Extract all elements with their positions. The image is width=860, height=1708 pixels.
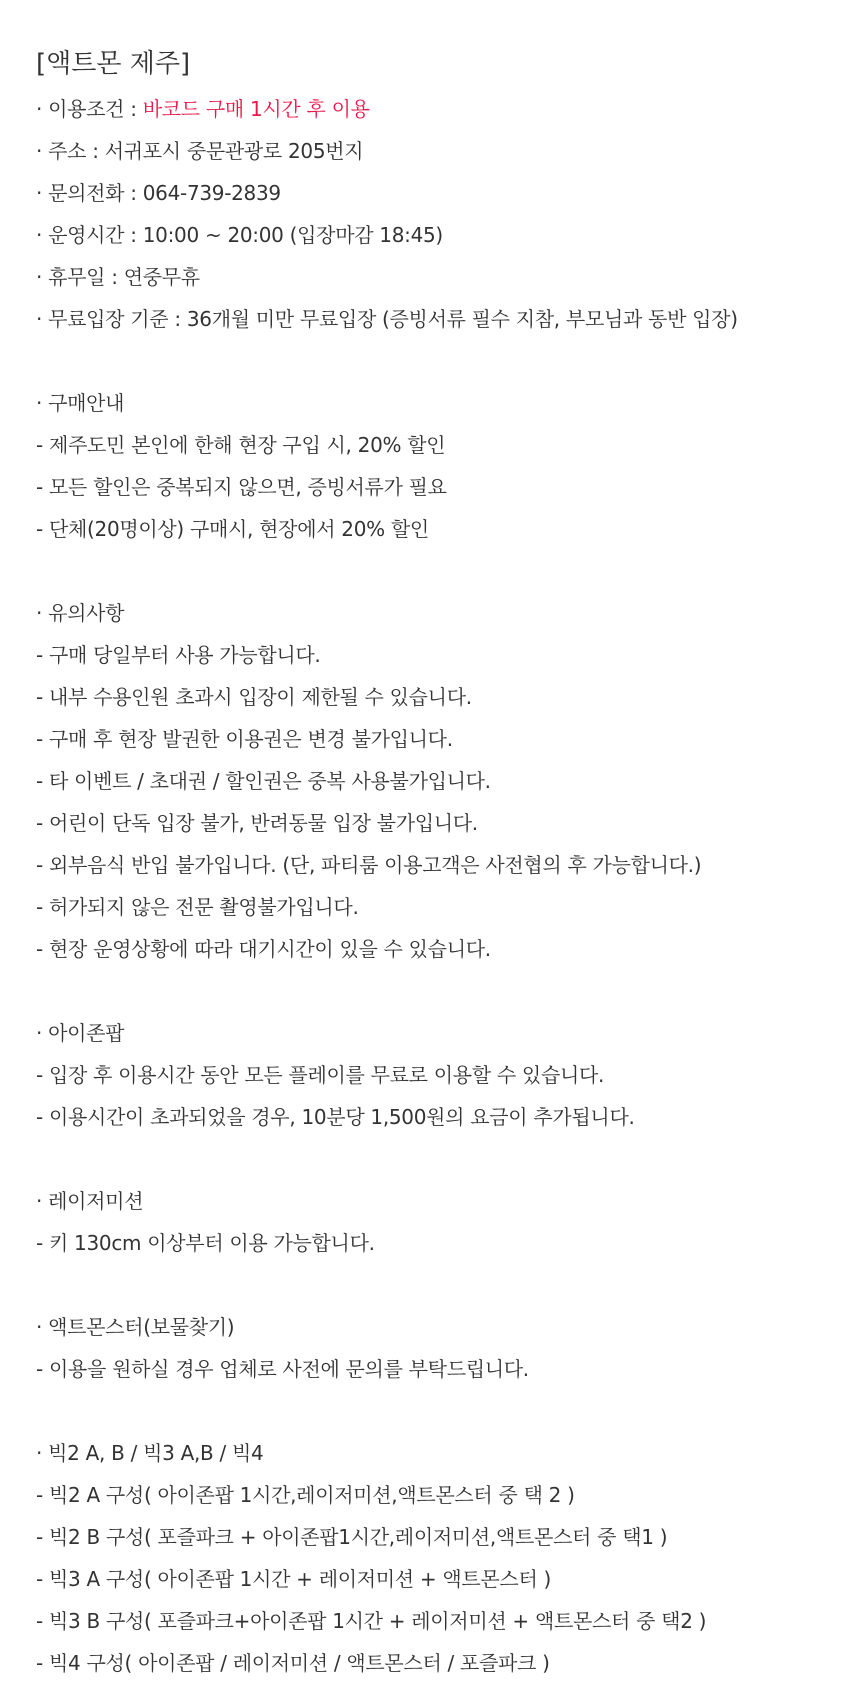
list-item: - 이용시간이 초과되었을 경우, 10분당 1,500원의 요금이 추가됩니다. (36, 1105, 635, 1129)
list-item: - 빅2 A 구성( 아이존팝 1시간,레이저미션,액트몬스터 중 택 2 ) (36, 1483, 575, 1507)
spacer (36, 550, 860, 592)
list-item: - 구매 당일부터 사용 가능합니다. (36, 643, 321, 667)
spacer (36, 1390, 860, 1432)
list-item: - 단체(20명이상) 구매시, 현장에서 20% 할인 (36, 517, 429, 541)
list-item: - 빅2 B 구성( 포즐파크 + 아이존팝1시간,레이저미션,액트몬스터 중 택1 ) (36, 1525, 668, 1549)
list-item: - 모든 할인은 중복되지 않으면, 증빙서류가 필요 (36, 475, 447, 499)
closed-days-line: · 휴무일 : 연중무휴 (36, 265, 200, 289)
spacer (36, 340, 860, 382)
list-item: - 내부 수용인원 초과시 입장이 제한될 수 있습니다. (36, 685, 472, 709)
list-item: - 입장 후 이용시간 동안 모든 플레이를 무료로 이용할 수 있습니다. (36, 1063, 605, 1087)
list-item: - 제주도민 본인에 한해 현장 구입 시, 20% 할인 (36, 433, 446, 457)
list-item: - 현장 운영상황에 따라 대기시간이 있을 수 있습니다. (36, 937, 491, 961)
section-heading-purchase: · 구매안내 (36, 391, 125, 415)
list-item: - 허가되지 않은 전문 촬영불가입니다. (36, 895, 359, 919)
list-item: - 키 130cm 이상부터 이용 가능합니다. (36, 1231, 375, 1255)
list-item: - 이용을 원하실 경우 업체로 사전에 문의를 부탁드립니다. (36, 1357, 529, 1381)
free-entry-line: · 무료입장 기준 : 36개월 미만 무료입장 (증빙서류 필수 지참, 부모님과 동반 입장) (36, 307, 738, 331)
section-heading-laser: · 레이저미션 (36, 1189, 144, 1213)
hours-line: · 운영시간 : 10:00 ~ 20:00 (입장마감 18:45) (36, 223, 443, 247)
usage-condition-value: 바코드 구매 1시간 후 이용 (142, 97, 370, 121)
spacer (36, 1264, 860, 1306)
section-heading-notice: · 유의사항 (36, 601, 125, 625)
list-item: - 타 이벤트 / 초대권 / 할인권은 중복 사용불가입니다. (36, 769, 491, 793)
list-item: - 어린이 단독 입장 불가, 반려동물 입장 불가입니다. (36, 811, 478, 835)
spacer (36, 1138, 860, 1180)
spacer (36, 970, 860, 1012)
address-line: · 주소 : 서귀포시 중문관광로 205번지 (36, 139, 364, 163)
usage-condition-label: · 이용조건 : (36, 97, 143, 121)
list-item: - 빅3 A 구성( 아이존팝 1시간 + 레이저미션 + 액트몬스터 ) (36, 1567, 552, 1591)
phone-line: · 문의전화 : 064-739-2839 (36, 181, 281, 205)
list-item: - 구매 후 현장 발권한 이용권은 변경 불가입니다. (36, 727, 453, 751)
page-title: [액트몬 제주] (36, 49, 191, 79)
section-heading-monster: · 액트몬스터(보물찾기) (36, 1315, 235, 1339)
list-item: - 외부음식 반입 불가입니다. (단, 파티룸 이용고객은 사전협의 후 가능합니다.) (36, 853, 702, 877)
section-heading-aizone: · 아이존팝 (36, 1021, 125, 1045)
section-heading-big: · 빅2 A, B / 빅3 A,B / 빅4 (36, 1441, 264, 1465)
list-item: - 빅4 구성( 아이존팝 / 레이저미션 / 액트몬스터 / 포즐파크 ) (36, 1651, 550, 1675)
usage-condition (36, 88, 860, 130)
list-item: - 빅3 B 구성( 포즐파크+아이존팝 1시간 + 레이저미션 + 액트몬스터 중 택2 ) (36, 1609, 707, 1633)
